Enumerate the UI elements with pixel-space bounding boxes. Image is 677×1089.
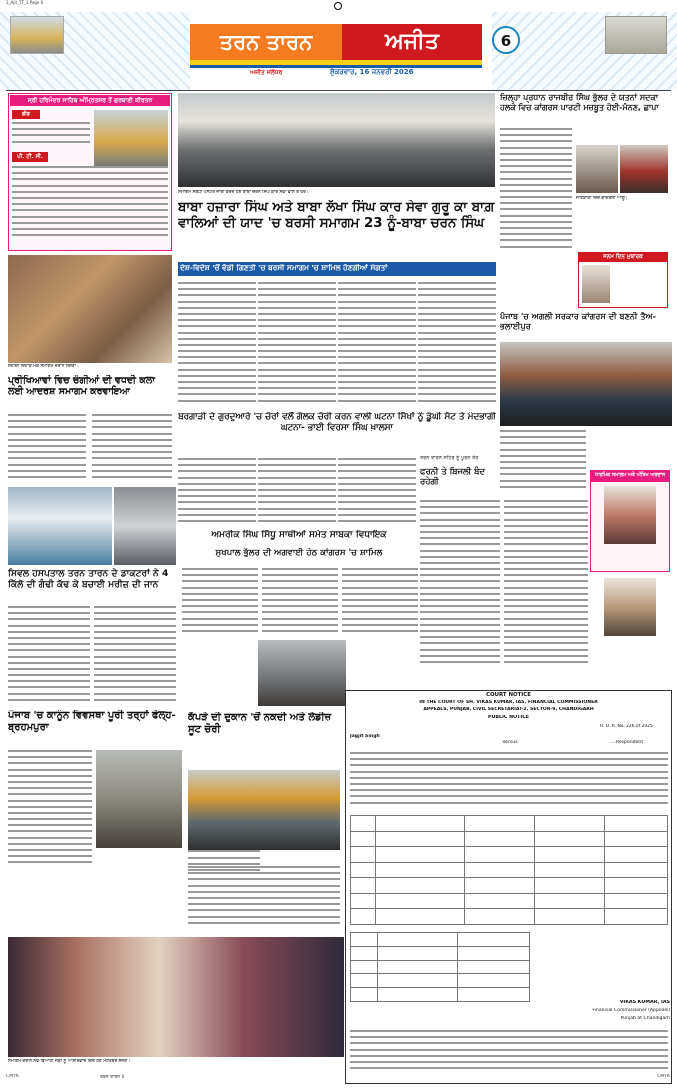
court-notice-versus: Versus (502, 740, 518, 745)
court-notice-table-2 (350, 932, 530, 1002)
page-number: 6 (492, 26, 520, 54)
punjab-congress-photo (500, 342, 672, 426)
court-notice-table (350, 815, 668, 925)
golden-temple-image (10, 16, 64, 54)
appointment-caption: ਜਾਣਕਾਰੀ ਦਿੰਦੇ ਕਾਂਗਰਸੀ ਆਗੂ। (576, 196, 628, 201)
golden-temple-photo (94, 110, 168, 168)
poster-release-caption: ਸਮਾਗਮ ਸਬੰਧੀ ਪੋਸਟਰ ਜਾਰੀ ਕਰਦੇ ਹੋਏ ਬਾਬਾ ਚਰਨ ਸਿੰਘ ਕਾਰ ਸੇਵਾ ਵਾਲੇ ਤੇ ਹੋਰ। (178, 190, 309, 195)
masthead-subtitle: ਅਜੀਤ ਜਲੰਧਰ (250, 69, 283, 76)
hospital-body-col2 (94, 606, 176, 706)
bargari-body-col1 (178, 458, 256, 524)
sangat-photo-caption: ਸ਼ਹੀਦੀ ਦਿਹਾੜੇ ਮੌਕੇ ਸਮਾਗਮ ਦੌਰਾਨ ਸੰਗਤਾਂ (8, 364, 76, 369)
punjab-congress-headline: ਪੰਜਾਬ 'ਚ ਅਗਲੀ ਸਰਕਾਰ ਕਾਂਗਰਸ ਦੀ ਬਣਨੀ ਤੈਅ-ਭਲਾਈਪੁਰ (500, 312, 657, 331)
trim-mark-text: 1_Ajit_TT_1 Page 6 (6, 0, 44, 5)
appointment-headline: ਜ਼ਿਲ੍ਹਾ ਪ੍ਰਧਾਨ ਰਾਜਬੀਰ ਸਿੰਘ ਭੁੱਲਰ ਦੇ ਯਤਨਾਂ ਸਦਕਾ ਹਲਕੇ ਵਿਚ ਕਾਂਗਰਸ ਪਾਰਟੀ ਮਜ਼ਬੂਤ ਹੋਈ-ਮੰਨਣ, ਛਾਪਾ (500, 93, 659, 112)
protest-caption (188, 852, 340, 862)
memorial-title: ਧਾਰਮਿਕ ਸਮਾਗਮ ਅਤੇ ਅੰਤਿਮ ਅਰਦਾਸ (590, 470, 670, 482)
footer-right-marks: CMYK (657, 1074, 670, 1079)
congress-join-body-col3 (342, 568, 418, 638)
law-order-headline: ਪੰਜਾਬ 'ਚ ਕਾਨੂੰਨ ਵਿਵਸਥਾ ਪੂਰੀ ਤਰ੍ਹਾਂ ਫੇਲ੍ਹ- ਬ੍ਰਹਮਪੁਰਾ (8, 710, 176, 733)
birthday-photo (582, 265, 610, 303)
birthday-title: ਜਨਮ ਦਿਨ ਮੁਬਾਰਕ (578, 252, 668, 262)
sangat-photo (8, 255, 172, 363)
hospital-body (8, 606, 90, 706)
memorial-photo-man (604, 578, 656, 636)
congress-join-subhead: ਸੁਖਪਾਲ ਭੁੱਲਰ ਦੀ ਅਗਵਾਈ ਹੇਠ ਕਾਂਗਰਸ 'ਚ ਸ਼ਾਮਿਲ (215, 548, 383, 558)
appointment-photo-1 (576, 145, 618, 193)
masthead-city: ਤਰਨ ਤਾਰਨ (219, 30, 313, 54)
footer-left-marks: CMYK (6, 1074, 19, 1079)
congress-join-body-col2 (262, 568, 338, 638)
doctors-photo (8, 487, 112, 565)
hospital-headline: ਸਿਵਲ ਹਸਪਤਾਲ ਤਰਨ ਤਾਰਨ ਦੇ ਡਾਕਟਰਾਂ ਨੇ 4 ਕਿੱਲੋ ਦੀ ਗੰਢੀ ਕੱਢ ਕੇ ਬਚਾਈ ਮਰੀਜ਼ ਦੀ ਜਾਨ (8, 568, 169, 591)
masthead-date: ਸ਼ੁੱਕਰਵਾਰ, 16 ਜਨਵਰੀ 2026 (330, 68, 414, 76)
lead-subhead: ਦੇਸ਼-ਵਿਦੇਸ਼ 'ਚੋਂ ਵੱਡੀ ਗਿਣਤੀ 'ਚ ਬਰਸੀ ਸਮਾਗਮ 'ਚ ਸ਼ਾਮਿਲ ਹੋਣਗੀਆਂ ਸੰਗਤਾਂ (180, 264, 388, 272)
ptc-badge: ਪੀ. ਟੀ. ਸੀ. (12, 152, 48, 162)
court-signature-name: VIKAS KUMAR, IAS (619, 1000, 670, 1005)
gurbani-tag: ਫ਼ੀਡ (12, 110, 40, 119)
memorial-photo-woman (604, 486, 656, 544)
court-notice-respondent: ....Respondent (610, 740, 644, 745)
court-notice-court: IN THE COURT OF SH. VIKAS KUMAR, IAS, FINANCIAL COMMISSIONER (419, 700, 598, 705)
registration-mark-icon (334, 2, 342, 10)
gurbani-text (12, 122, 90, 148)
lead-body-col4 (418, 282, 496, 402)
gurbani-box-title: ਸ੍ਰੀ ਹਰਿਮੰਦਰ ਸਾਹਿਬ ਅੰਮ੍ਰਿਤਸਰ ਤੋਂ ਗੁਰਬਾਣੀ ਕੀਰਤਨ (10, 95, 170, 106)
appointment-photo-2 (620, 145, 668, 193)
protest-photo (188, 770, 340, 850)
notice-body-col1 (420, 500, 500, 670)
punjab-congress-body (500, 430, 586, 492)
protest-body (188, 866, 340, 932)
wedding-caption: ਸਮਾਗਮ ਦੌਰਾਨ ਨਵ-ਵਿਆਹੀ ਜੋੜੀ ਨੂੰ ਆਸ਼ੀਰਵਾਦ ਦਿੰਦੇ ਹੋਏ ਮੋਹਤਬਰ ਸੱਜਣ। (8, 1059, 131, 1064)
exam-body-col2 (92, 414, 172, 482)
court-notice-heading: COURT NOTICE (486, 692, 531, 698)
gurbani-schedule-text (12, 166, 168, 246)
poster-release-photo (178, 93, 495, 187)
court-notice-party: Jagjit Singh (350, 734, 380, 739)
city-building-image (605, 16, 667, 54)
lead-body-col1 (178, 282, 256, 402)
bargari-body-col3 (338, 458, 416, 524)
lead-headline: ਬਾਬਾ ਹਜ਼ਾਰਾ ਸਿੰਘ ਅਤੇ ਬਾਬਾ ਲੱਖਾ ਸਿੰਘ ਕਾਰ ਸੇਵਾ ਗੁਰੂ ਕਾ ਬਾਗ਼ ਵਾਲਿਆਂ ਦੀ ਯਾਦ 'ਚ ਬਰਸੀ ਸਮਾਗਮ 23 ਨੂੰ-ਬਾਬਾ ਚਰਨ ਸਿੰਘ (178, 200, 495, 232)
court-notice-footer-text (350, 1030, 668, 1078)
law-order-body (8, 750, 92, 870)
masthead-divider (6, 90, 671, 91)
notice-body-col2 (504, 500, 588, 670)
masthead-paper-name: ਅਜੀਤ (385, 29, 439, 54)
appointment-body (500, 128, 572, 248)
brahmpura-photo (96, 750, 182, 848)
electricity-note-line: ਤਰਨ ਤਾਰਨ ਸ਼ਹਿਰ ਨੂੰ ਪੂਰਨ ਤੌਰ (420, 455, 479, 461)
theft-headline: ਕੱਪੜੇ ਦੀ ਦੁਕਾਨ 'ਚੋਂ ਨਕਦੀ ਅਤੇ ਲੇਡੀਜ਼ ਸੂਟ ਚੋਰੀ (188, 712, 332, 735)
bargari-body-col2 (258, 458, 336, 524)
congress-join-body-col1 (182, 568, 258, 638)
doctors-photo-2 (114, 487, 176, 565)
congress-join-headline: ਅਮਰੀਕ ਸਿੰਘ ਸਿੱਧੂ ਸਾਥੀਆਂ ਸਮੇਤ ਸਾਬਕਾ ਵਿਧਾਇਕ (211, 530, 387, 540)
court-signature-title: Financial Commissioner (Appeals) (592, 1008, 670, 1013)
court-notice-text (350, 752, 668, 812)
electricity-headline: ਫਰਨੀ ਤੇ ਬਿਜਲੀ ਬੰਦ ਰਹੇਗੀ (420, 466, 485, 487)
bargari-headline: ਬਰਗਾੜੀ ਦੇ ਗੁਰਦੁਆਰੇ 'ਚ ਚੋਰਾਂ ਵਲੋਂ ਗੋਲਕ ਚੋਰੀ ਕਰਨ ਵਾਲੀ ਘਟਨਾ ਸਿੱਖਾਂ ਨੂੰ ਡੂੰਘੀ ਸੱਟ ਤੇ ਮੰਦਭਾਗੀ ਘਟਨਾ- ਭਾਈ ਵਿਰਸਾ ਸਿੰਘ ਖ਼ਾਲਸਾ (178, 412, 496, 433)
lead-body-col2 (258, 282, 336, 402)
exam-body (8, 414, 86, 482)
court-notice-public: PUBLIC NOTICE (487, 715, 530, 720)
court-signature-place: Punjab at Chandigarh (620, 1016, 670, 1021)
court-notice-address: APPEALS, PUNJAB, CIVIL SECRETARIAT-2, SECTOR-9, CHANDIGARH (423, 707, 594, 712)
wedding-photo (8, 937, 344, 1057)
congress-join-photo (258, 640, 346, 706)
court-notice-case-no: R. O. R. No. 226 of 2025 (600, 724, 653, 729)
footer-page-label: ਤਰਨ ਤਾਰਨ 6 (100, 1075, 125, 1080)
exam-headline: ਪ੍ਰੀਖਿਆਵਾਂ ਵਿਚ ਚੰਗੀਆਂ ਦੀ ਵਧਦੀ ਕਲਾ ਲਈ ਆਦਰਸ਼ ਸਮਾਗਮ ਕਰਵਾਇਆ (8, 375, 155, 398)
lead-body-col3 (338, 282, 416, 402)
